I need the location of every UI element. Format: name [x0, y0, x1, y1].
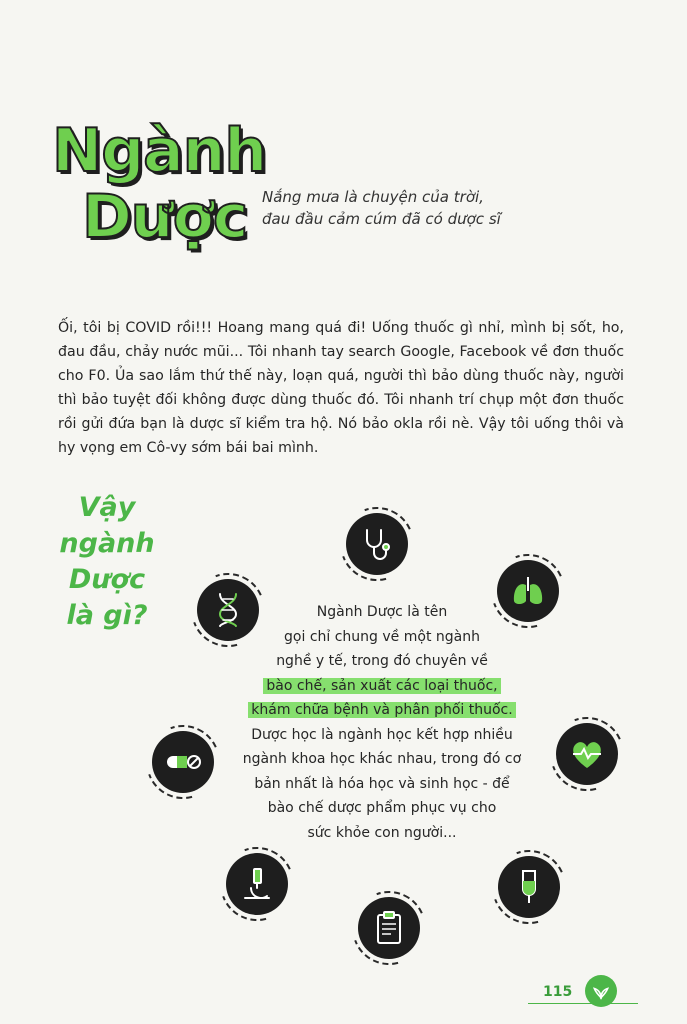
definition-line-8: sức khỏe con người... [307, 824, 457, 841]
heart-pulse-icon [556, 723, 618, 785]
definition-line-1: Ngành Dược là tên [316, 604, 448, 620]
question-line-1: Vậy [78, 492, 136, 523]
page-title [52, 118, 266, 250]
leaf-icon [585, 975, 617, 1007]
title-line-1: Ngành [52, 116, 267, 186]
definition-line-3: nghề y tế, trong đó chuyên về [276, 653, 488, 669]
microscope-icon [226, 853, 288, 915]
definition-line-7: bào chế dược phẩm phục vụ cho [267, 800, 497, 816]
dna-icon [197, 579, 259, 641]
subtitle-line-2: đau đầu cảm cúm đã có dược sĩ [262, 210, 501, 228]
question-heading [52, 490, 162, 634]
definition-block [222, 600, 542, 845]
iv-bag-icon [498, 856, 560, 918]
question-line-3: Dược [68, 564, 146, 595]
definition-highlight-1: bào chế, sản xuất các loại thuốc, [263, 678, 500, 694]
stethoscope-icon [346, 513, 408, 575]
footer-divider [528, 1003, 638, 1004]
definition-highlight-2: khám chữa bệnh và phân phối thuốc. [248, 702, 515, 718]
title-line-2: Dược [82, 182, 248, 252]
definition-line-4: Dược học là ngành học kết hợp nhiều [251, 726, 513, 743]
definition-line-2: gọi chỉ chung về một ngành [284, 628, 480, 645]
clipboard-icon [358, 897, 420, 959]
subtitle-line-1: Nắng mưa là chuyện của trời, [262, 188, 484, 206]
definition-line-5: ngành khoa học khác nhau, trong đó cơ [242, 751, 522, 767]
definition-line-6: bản nhất là hóa học và sinh học - để [254, 775, 510, 792]
capsule-icon [152, 731, 214, 793]
subtitle [262, 186, 522, 230]
intro-paragraph: Ối, tôi bị COVID rồi!!! Hoang mang quá đi! Uống thuốc gì nhỉ, mình bị sốt, ho, đau đầu, chảy nước mũi... Tôi nhanh tay search Google, Facebook về đơn thuốc cho F0. Ủa sao lắm thứ thế này, loạn quá, người thì bảo dùng thuốc này, người thì bảo tuyệt đối không được dùng thuốc đó. Tôi nhanh trí chụp một đơn thuốc rồi gửi đứa bạn là dược sĩ kiểm tra hộ. Nó bảo okla rồi nè. Vậy tôi uống thôi và hy vọng em Cô-vy sớm bái bai mình. [58, 320, 624, 456]
lungs-icon [497, 560, 559, 622]
question-line-2: ngành [59, 528, 155, 559]
page-number: 115 [543, 984, 573, 1000]
question-line-4: là gì? [66, 600, 148, 631]
